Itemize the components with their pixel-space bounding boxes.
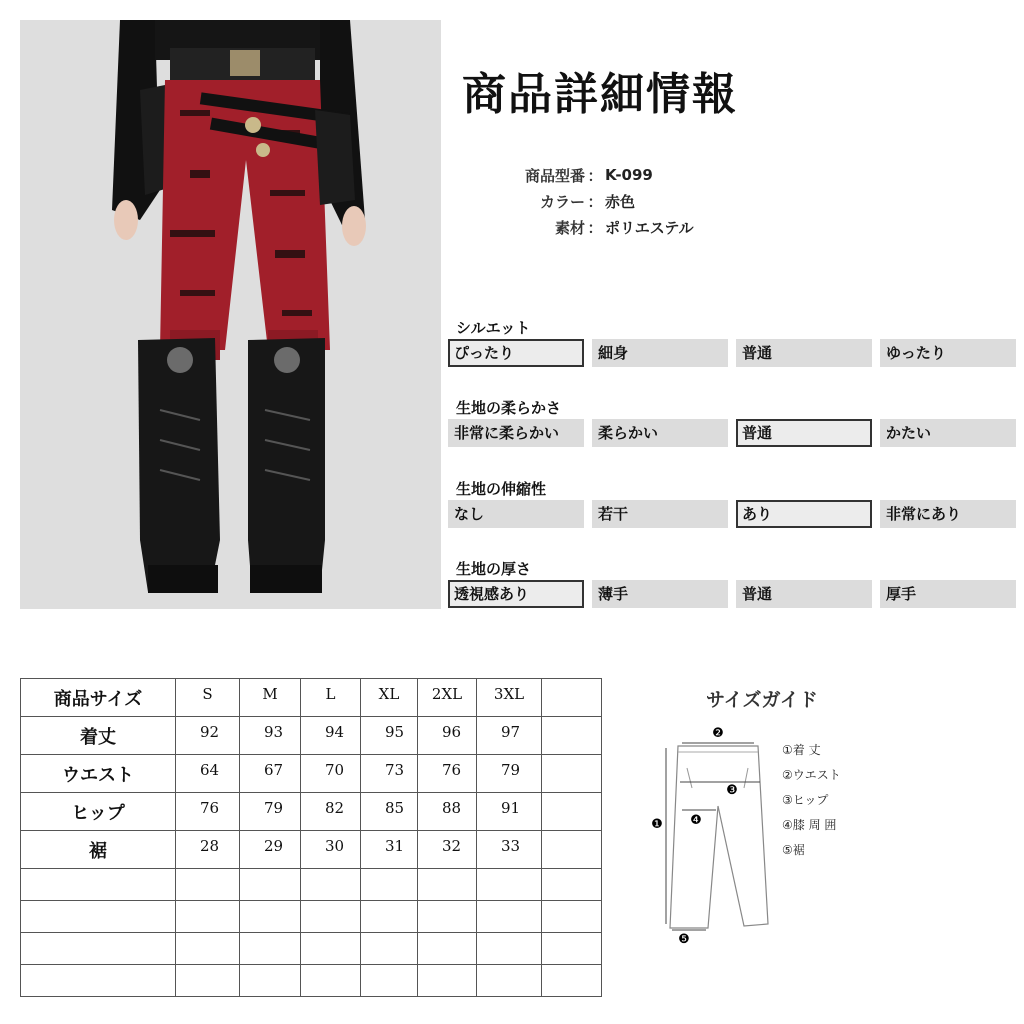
table-cell: 93 <box>240 717 301 755</box>
detail-title: 商品詳細情報 <box>462 69 738 120</box>
legend-item: ③ヒップ <box>782 793 829 807</box>
marker-hem: ❺ <box>678 932 690 947</box>
table-cell: 88 <box>418 793 477 831</box>
option: 若干 <box>592 500 728 528</box>
scale-options <box>448 500 1018 528</box>
legend-item: ①着 丈 <box>782 743 821 757</box>
table-cell: 94 <box>301 717 361 755</box>
spec-value: ポリエステル <box>605 218 694 237</box>
empty-cell <box>542 717 602 755</box>
empty-cell <box>542 793 602 831</box>
spec-colon: ： <box>587 218 603 237</box>
scale-thickness <box>448 559 1018 608</box>
option: 厚手 <box>880 580 1016 608</box>
size-header: L <box>301 679 361 717</box>
size-guide-legend <box>782 740 841 865</box>
option-selected: あり <box>736 500 872 528</box>
table-row <box>21 793 602 831</box>
scale-silhouette <box>448 318 1018 367</box>
table-cell: 91 <box>477 793 542 831</box>
spec-colon: ： <box>587 166 603 185</box>
scale-options <box>448 419 1018 447</box>
table-row <box>21 717 602 755</box>
size-guide-title: サイズガイド <box>706 689 818 711</box>
spec-value: 赤色 <box>605 192 636 211</box>
empty-cell <box>542 831 602 869</box>
marker-knee: ❹ <box>690 813 702 828</box>
scale-softness <box>448 398 1018 447</box>
spec-colon: ： <box>587 192 603 211</box>
row-label: 裾 <box>21 831 176 869</box>
spec-key: カラー <box>539 192 585 211</box>
pants-diagram <box>640 716 790 952</box>
scale-options <box>448 580 1018 608</box>
marker-hip: ❸ <box>726 783 738 798</box>
scale-title: 生地の柔らかさ <box>456 399 562 417</box>
marker-waist: ❷ <box>712 726 724 741</box>
table-header-label: 商品サイズ <box>21 679 176 717</box>
spec-key: 素材 <box>554 218 585 237</box>
table-cell: 67 <box>240 755 301 793</box>
legend-item: ②ウエスト <box>782 768 841 782</box>
model-illustration <box>20 20 441 609</box>
table-row-empty <box>21 901 602 933</box>
table-row-empty <box>21 965 602 997</box>
table-cell: 29 <box>240 831 301 869</box>
table-cell: 95 <box>361 717 418 755</box>
table-row-empty <box>21 869 602 901</box>
option: なし <box>448 500 584 528</box>
table-cell: 82 <box>301 793 361 831</box>
table-cell: 76 <box>176 793 240 831</box>
option: 非常にあり <box>880 500 1016 528</box>
row-label: ウエスト <box>21 755 176 793</box>
scale-title: 生地の厚さ <box>456 560 532 578</box>
option-selected: 透視感あり <box>448 580 584 608</box>
table-cell: 64 <box>176 755 240 793</box>
spec-row-material <box>470 214 694 240</box>
row-label: ヒップ <box>21 793 176 831</box>
scale-title: シルエット <box>456 319 531 337</box>
table-cell: 97 <box>477 717 542 755</box>
spec-list <box>470 162 694 240</box>
marker-length: ❶ <box>651 817 663 832</box>
scale-stretch <box>448 479 1018 528</box>
legend-item: ⑤裾 <box>782 843 805 857</box>
table-cell: 79 <box>240 793 301 831</box>
table-row-empty <box>21 933 602 965</box>
product-photo <box>20 20 441 609</box>
size-header: 2XL <box>418 679 477 717</box>
table-cell: 32 <box>418 831 477 869</box>
table-row <box>21 755 602 793</box>
size-header: M <box>240 679 301 717</box>
empty-cell <box>542 755 602 793</box>
option: 薄手 <box>592 580 728 608</box>
table-cell: 73 <box>361 755 418 793</box>
pants-outline <box>670 746 768 928</box>
option: ゆったり <box>880 339 1016 367</box>
spec-row-model <box>470 162 694 188</box>
table-header-row <box>21 679 602 717</box>
table-cell: 76 <box>418 755 477 793</box>
table-cell: 79 <box>477 755 542 793</box>
option: 非常に柔らかい <box>448 419 584 447</box>
option-selected: 普通 <box>736 419 872 447</box>
option-selected: ぴったり <box>448 339 584 367</box>
table-row <box>21 831 602 869</box>
scale-options <box>448 339 1018 367</box>
table-cell: 31 <box>361 831 418 869</box>
option: 柔らかい <box>592 419 728 447</box>
scale-title: 生地の伸縮性 <box>456 480 547 498</box>
table-cell: 28 <box>176 831 240 869</box>
size-table <box>20 678 602 997</box>
table-cell: 33 <box>477 831 542 869</box>
spec-value: K-099 <box>605 166 653 184</box>
empty-cell <box>542 679 602 717</box>
spec-key: 商品型番 <box>524 166 585 185</box>
table-cell: 30 <box>301 831 361 869</box>
option: 細身 <box>592 339 728 367</box>
option: 普通 <box>736 339 872 367</box>
table-cell: 70 <box>301 755 361 793</box>
table-cell: 92 <box>176 717 240 755</box>
option: かたい <box>880 419 1016 447</box>
row-label: 着丈 <box>21 717 176 755</box>
spec-row-color <box>470 188 694 214</box>
legend-item: ④膝 周 囲 <box>782 818 837 832</box>
size-header: 3XL <box>477 679 542 717</box>
table-cell: 96 <box>418 717 477 755</box>
option: 普通 <box>736 580 872 608</box>
size-header: XL <box>361 679 418 717</box>
size-header: S <box>176 679 240 717</box>
table-cell: 85 <box>361 793 418 831</box>
